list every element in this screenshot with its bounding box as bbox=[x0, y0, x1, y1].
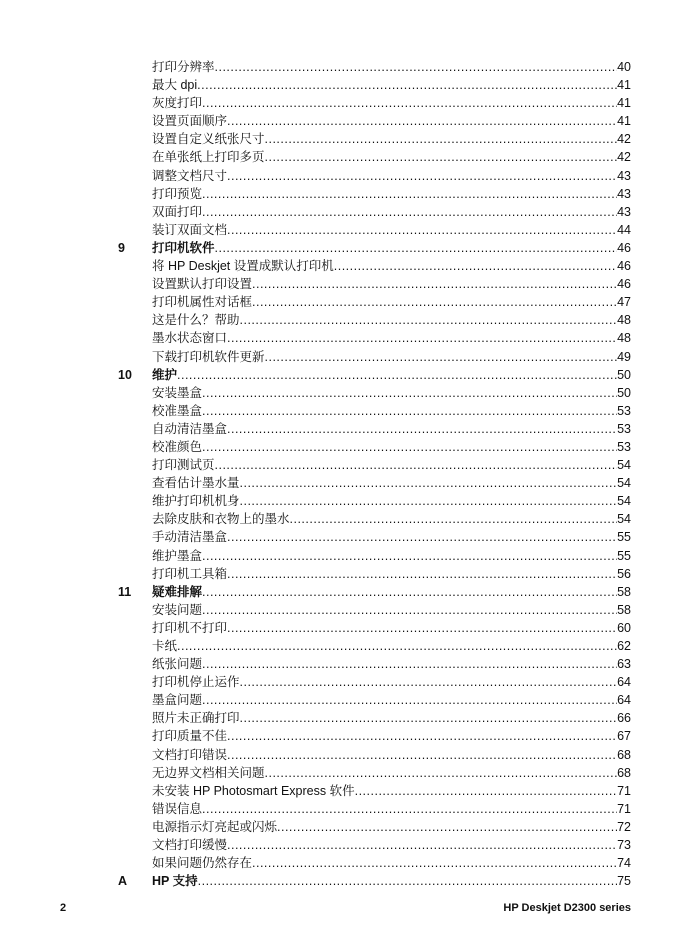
toc-entry-line bbox=[152, 130, 631, 148]
toc-entry-page: 42 bbox=[617, 150, 631, 165]
toc-entry-page: 74 bbox=[617, 856, 631, 871]
toc-entry-page: 68 bbox=[617, 765, 631, 780]
toc-entry[interactable] bbox=[118, 854, 631, 872]
toc-entry-page: 63 bbox=[617, 657, 631, 672]
dot-leader bbox=[227, 167, 617, 185]
toc-entry-title: 错误信息 bbox=[152, 801, 203, 816]
toc-entry[interactable] bbox=[118, 746, 631, 764]
dot-leader bbox=[290, 510, 618, 528]
toc-entry-page: 67 bbox=[617, 729, 631, 744]
toc-entry-line bbox=[152, 311, 631, 329]
toc-chapter-entry[interactable] bbox=[118, 583, 631, 601]
toc-entry-line bbox=[152, 565, 631, 583]
toc-entry-title: 墨水状态窗口 bbox=[152, 331, 228, 346]
toc-entry-line bbox=[152, 764, 631, 782]
toc-entry-line bbox=[152, 510, 631, 528]
toc-entry-line bbox=[152, 872, 631, 890]
toc-entry[interactable] bbox=[118, 203, 631, 221]
toc-entry-title: 墨盒问题 bbox=[152, 693, 203, 708]
toc-entry-page: 53 bbox=[617, 439, 631, 454]
dot-leader bbox=[227, 221, 617, 239]
dot-leader bbox=[202, 601, 617, 619]
toc-entry-title: 如果问题仍然存在 bbox=[152, 856, 253, 871]
dot-leader bbox=[202, 800, 617, 818]
toc-entry-title: 这是什么？帮助 bbox=[152, 313, 240, 328]
toc-entry-title: 卡纸 bbox=[152, 639, 178, 653]
toc-entry-line bbox=[152, 112, 631, 130]
toc-entry-page: 46 bbox=[617, 277, 631, 292]
toc-entry-title: 纸张问题 bbox=[152, 657, 203, 672]
toc-entry-page: 71 bbox=[617, 801, 631, 816]
toc-entry-page: 43 bbox=[617, 204, 631, 219]
dot-leader bbox=[202, 583, 617, 601]
toc-entry-title: 打印机工具箱 bbox=[152, 566, 228, 581]
toc-entry-page: 68 bbox=[617, 747, 631, 762]
toc-entry-title: 在单张纸上打印多页 bbox=[152, 150, 265, 165]
toc-entry[interactable] bbox=[118, 547, 631, 565]
chapter-number: 10 bbox=[118, 367, 132, 382]
dot-leader bbox=[240, 673, 618, 691]
toc-entry-title: 打印机软件 bbox=[152, 240, 215, 255]
dot-leader bbox=[227, 727, 617, 745]
dot-leader bbox=[197, 76, 617, 94]
toc-entry-title: 下载打印机软件更新 bbox=[152, 349, 265, 364]
dot-leader bbox=[227, 836, 617, 854]
dot-leader bbox=[265, 148, 618, 166]
dot-leader bbox=[265, 764, 618, 782]
toc-entry[interactable] bbox=[118, 565, 631, 583]
toc-entry[interactable] bbox=[118, 275, 631, 293]
toc-entry-line bbox=[152, 727, 631, 745]
toc-entry-page: 50 bbox=[617, 385, 631, 400]
toc-entry-page: 44 bbox=[617, 222, 631, 237]
toc-entry[interactable] bbox=[118, 384, 631, 402]
toc-entry-page: 54 bbox=[617, 512, 631, 527]
chapter-number: 11 bbox=[118, 584, 132, 599]
dot-leader bbox=[252, 854, 617, 872]
dot-leader bbox=[227, 420, 617, 438]
toc-entry-title: 打印机停止运作 bbox=[152, 675, 240, 690]
toc-entry-title: 校准墨盒 bbox=[152, 403, 203, 418]
toc-entry[interactable] bbox=[118, 764, 631, 782]
toc-entry-title: 照片未正确打印 bbox=[152, 711, 240, 726]
toc-entry-line bbox=[152, 348, 631, 366]
toc-entry-title: 文档打印缓慢 bbox=[152, 838, 228, 853]
dot-leader bbox=[202, 203, 617, 221]
toc-entry[interactable] bbox=[118, 76, 631, 94]
dot-leader bbox=[202, 185, 617, 203]
toc-entry-title: 电源指示灯亮起或闪烁 bbox=[152, 819, 278, 834]
product-name: HP Deskjet D2300 series bbox=[503, 902, 631, 914]
dot-leader bbox=[177, 637, 617, 655]
dot-leader bbox=[265, 348, 618, 366]
dot-leader bbox=[177, 366, 617, 384]
chapter-number: 9 bbox=[118, 240, 125, 255]
table-of-contents bbox=[118, 58, 631, 890]
toc-entry-line bbox=[152, 474, 631, 492]
toc-entry[interactable] bbox=[118, 293, 631, 311]
toc-entry[interactable] bbox=[118, 167, 631, 185]
toc-entry-line bbox=[152, 185, 631, 203]
toc-entry-title: 安装墨盒 bbox=[152, 385, 203, 400]
toc-entry-page: 41 bbox=[617, 96, 631, 111]
toc-entry[interactable] bbox=[118, 619, 631, 637]
toc-entry-title: 设置默认打印设置 bbox=[152, 277, 253, 292]
dot-leader bbox=[202, 655, 617, 673]
toc-entry[interactable] bbox=[118, 438, 631, 456]
toc-entry-page: 58 bbox=[617, 584, 631, 599]
toc-entry-title: 自动清洁墨盒 bbox=[152, 421, 228, 436]
chapter-number: A bbox=[118, 874, 128, 889]
toc-entry-page: 54 bbox=[617, 494, 631, 509]
toc-entry-line bbox=[152, 329, 631, 347]
toc-entry-line bbox=[152, 167, 631, 185]
toc-entry-page: 72 bbox=[617, 819, 631, 834]
toc-entry-page: 55 bbox=[617, 530, 631, 545]
toc-entry-title: 调整文档尺寸 bbox=[152, 168, 228, 183]
toc-entry-line bbox=[152, 148, 631, 166]
toc-entry[interactable] bbox=[118, 601, 631, 619]
dot-leader bbox=[202, 384, 617, 402]
dot-leader bbox=[240, 311, 618, 329]
toc-entry-line bbox=[152, 800, 631, 818]
toc-entry-page: 53 bbox=[617, 421, 631, 436]
toc-entry-line bbox=[152, 818, 631, 836]
toc-entry-page: 55 bbox=[617, 548, 631, 563]
toc-entry-line bbox=[152, 384, 631, 402]
toc-entry-page: 73 bbox=[617, 838, 631, 853]
toc-entry-line bbox=[152, 492, 631, 510]
toc-entry-line bbox=[152, 673, 631, 691]
toc-entry-line bbox=[152, 854, 631, 872]
toc-entry-page: 60 bbox=[617, 620, 631, 635]
toc-entry-title: 打印分辨率 bbox=[152, 60, 215, 74]
dot-leader bbox=[240, 474, 618, 492]
dot-leader bbox=[240, 492, 618, 510]
toc-entry[interactable] bbox=[118, 420, 631, 438]
toc-entry-line bbox=[152, 402, 631, 420]
toc-entry[interactable] bbox=[118, 257, 631, 275]
toc-entry-line bbox=[152, 438, 631, 456]
toc-entry-page: 56 bbox=[617, 566, 631, 581]
toc-entry-line bbox=[152, 782, 631, 800]
toc-entry[interactable] bbox=[118, 221, 631, 239]
toc-entry[interactable] bbox=[118, 492, 631, 510]
toc-entry-title: 维护 bbox=[152, 367, 178, 382]
toc-entry-page: 58 bbox=[617, 602, 631, 617]
dot-leader bbox=[355, 782, 617, 800]
toc-entry[interactable] bbox=[118, 800, 631, 818]
toc-entry-title: 维护打印机机身 bbox=[152, 494, 240, 509]
toc-entry-title: 维护墨盒 bbox=[152, 548, 203, 563]
toc-entry-page: 46 bbox=[617, 259, 631, 274]
toc-entry[interactable] bbox=[118, 112, 631, 130]
toc-entry[interactable] bbox=[118, 782, 631, 800]
toc-entry-page: 42 bbox=[617, 132, 631, 147]
toc-entry-title: 无边界文档相关问题 bbox=[152, 765, 265, 780]
toc-entry-line bbox=[152, 637, 631, 655]
toc-entry[interactable] bbox=[118, 185, 631, 203]
toc-entry-line bbox=[152, 203, 631, 221]
toc-chapter-entry[interactable] bbox=[118, 872, 631, 890]
dot-leader bbox=[227, 619, 617, 637]
toc-entry-page: 54 bbox=[617, 476, 631, 491]
toc-entry-line bbox=[152, 293, 631, 311]
toc-entry-line bbox=[152, 239, 631, 257]
toc-entry-line bbox=[152, 528, 631, 546]
toc-entry-title: 查看估计墨水量 bbox=[152, 476, 240, 491]
toc-entry-line bbox=[152, 691, 631, 709]
toc-entry-line bbox=[152, 836, 631, 854]
toc-entry-line bbox=[152, 601, 631, 619]
toc-entry-page: 54 bbox=[617, 458, 631, 473]
toc-entry-page: 47 bbox=[617, 295, 631, 310]
toc-entry[interactable] bbox=[118, 709, 631, 727]
toc-entry[interactable] bbox=[118, 691, 631, 709]
dot-leader bbox=[277, 818, 617, 836]
toc-entry-title: 将 HP Deskjet 设置成默认打印机 bbox=[152, 259, 334, 274]
toc-entry-page: 53 bbox=[617, 403, 631, 418]
toc-entry-line bbox=[152, 76, 631, 94]
toc-entry-title: 文档打印错误 bbox=[152, 747, 228, 762]
toc-entry[interactable] bbox=[118, 655, 631, 673]
toc-entry-page: 75 bbox=[617, 874, 631, 889]
toc-entry-page: 46 bbox=[617, 240, 631, 255]
toc-entry[interactable] bbox=[118, 818, 631, 836]
toc-entry[interactable] bbox=[118, 637, 631, 655]
toc-entry-page: 62 bbox=[617, 639, 631, 653]
toc-entry-title: 打印测试页 bbox=[152, 458, 215, 473]
dot-leader bbox=[215, 239, 618, 257]
toc-entry-title: 未安装 HP Photosmart Express 软件 bbox=[152, 783, 355, 798]
toc-entry-line bbox=[152, 619, 631, 637]
toc-entry-page: 71 bbox=[617, 783, 631, 798]
toc-entry[interactable] bbox=[118, 456, 631, 474]
dot-leader bbox=[252, 293, 617, 311]
toc-entry-line bbox=[152, 655, 631, 673]
dot-leader bbox=[227, 112, 617, 130]
toc-chapter-entry[interactable] bbox=[118, 366, 631, 384]
toc-entry-page: 64 bbox=[617, 693, 631, 708]
toc-entry-title: 设置自定义纸张尺寸 bbox=[152, 132, 265, 147]
toc-entry-page: 49 bbox=[617, 349, 631, 364]
dot-leader bbox=[227, 528, 617, 546]
toc-entry[interactable] bbox=[118, 673, 631, 691]
toc-entry-line bbox=[152, 456, 631, 474]
toc-entry-title: 校准颜色 bbox=[152, 439, 203, 454]
toc-entry-line bbox=[152, 366, 631, 384]
dot-leader bbox=[265, 130, 618, 148]
page-number: 2 bbox=[60, 902, 67, 914]
toc-entry-page: 43 bbox=[617, 168, 631, 183]
toc-entry-title: 双面打印 bbox=[152, 204, 203, 219]
toc-entry-line bbox=[152, 420, 631, 438]
toc-entry[interactable] bbox=[118, 348, 631, 366]
toc-entry-title: 安装问题 bbox=[152, 602, 203, 617]
toc-entry-title: 打印机不打印 bbox=[152, 620, 228, 635]
toc-entry-page: 40 bbox=[617, 60, 631, 74]
toc-entry[interactable] bbox=[118, 130, 631, 148]
dot-leader bbox=[215, 58, 618, 76]
toc-entry[interactable] bbox=[118, 329, 631, 347]
toc-entry-title: 打印质量不佳 bbox=[152, 729, 228, 744]
toc-entry-title: 最大 dpi bbox=[152, 78, 198, 93]
toc-entry-title: 设置页面顺序 bbox=[152, 114, 228, 129]
toc-entry[interactable] bbox=[118, 402, 631, 420]
toc-entry-line bbox=[152, 221, 631, 239]
toc-entry[interactable] bbox=[118, 510, 631, 528]
dot-leader bbox=[198, 872, 617, 890]
toc-entry-title: 去除皮肤和衣物上的墨水 bbox=[152, 512, 290, 527]
toc-entry-title: 打印预览 bbox=[152, 186, 203, 201]
toc-entry-page: 41 bbox=[617, 114, 631, 129]
toc-entry-page: 41 bbox=[617, 78, 631, 93]
toc-entry-line bbox=[152, 58, 631, 76]
toc-entry-line bbox=[152, 583, 631, 601]
toc-entry-title: 灰度打印 bbox=[152, 96, 203, 111]
toc-entry-line bbox=[152, 746, 631, 764]
dot-leader bbox=[227, 746, 617, 764]
dot-leader bbox=[202, 94, 617, 112]
toc-entry-title: 打印机属性对话框 bbox=[152, 295, 253, 310]
toc-entry-line bbox=[152, 257, 631, 275]
toc-entry-line bbox=[152, 275, 631, 293]
toc-entry-page: 50 bbox=[617, 367, 631, 382]
toc-entry-page: 48 bbox=[617, 313, 631, 328]
toc-entry-page: 43 bbox=[617, 186, 631, 201]
toc-entry[interactable] bbox=[118, 474, 631, 492]
dot-leader bbox=[202, 691, 617, 709]
dot-leader bbox=[227, 565, 617, 583]
toc-entry-title: HP 支持 bbox=[152, 874, 198, 889]
dot-leader bbox=[252, 275, 617, 293]
toc-entry-title: 手动清洁墨盒 bbox=[152, 530, 228, 545]
toc-entry[interactable] bbox=[118, 148, 631, 166]
dot-leader bbox=[215, 456, 618, 474]
toc-entry-line bbox=[152, 709, 631, 727]
dot-leader bbox=[240, 709, 618, 727]
dot-leader bbox=[334, 257, 617, 275]
toc-entry-line bbox=[152, 547, 631, 565]
page-footer bbox=[60, 902, 631, 918]
toc-entry[interactable] bbox=[118, 58, 631, 76]
toc-entry-line bbox=[152, 94, 631, 112]
toc-entry-title: 装订双面文档 bbox=[152, 222, 228, 237]
dot-leader bbox=[202, 402, 617, 420]
toc-entry[interactable] bbox=[118, 311, 631, 329]
toc-entry[interactable] bbox=[118, 528, 631, 546]
dot-leader bbox=[202, 547, 617, 565]
toc-entry-page: 64 bbox=[617, 675, 631, 690]
toc-entry[interactable] bbox=[118, 94, 631, 112]
toc-entry-page: 48 bbox=[617, 331, 631, 346]
dot-leader bbox=[227, 329, 617, 347]
toc-chapter-entry[interactable] bbox=[118, 239, 631, 257]
toc-entry[interactable] bbox=[118, 836, 631, 854]
toc-entry[interactable] bbox=[118, 727, 631, 745]
dot-leader bbox=[202, 438, 617, 456]
toc-entry-title: 疑难排解 bbox=[152, 584, 203, 599]
toc-entry-page: 66 bbox=[617, 711, 631, 726]
